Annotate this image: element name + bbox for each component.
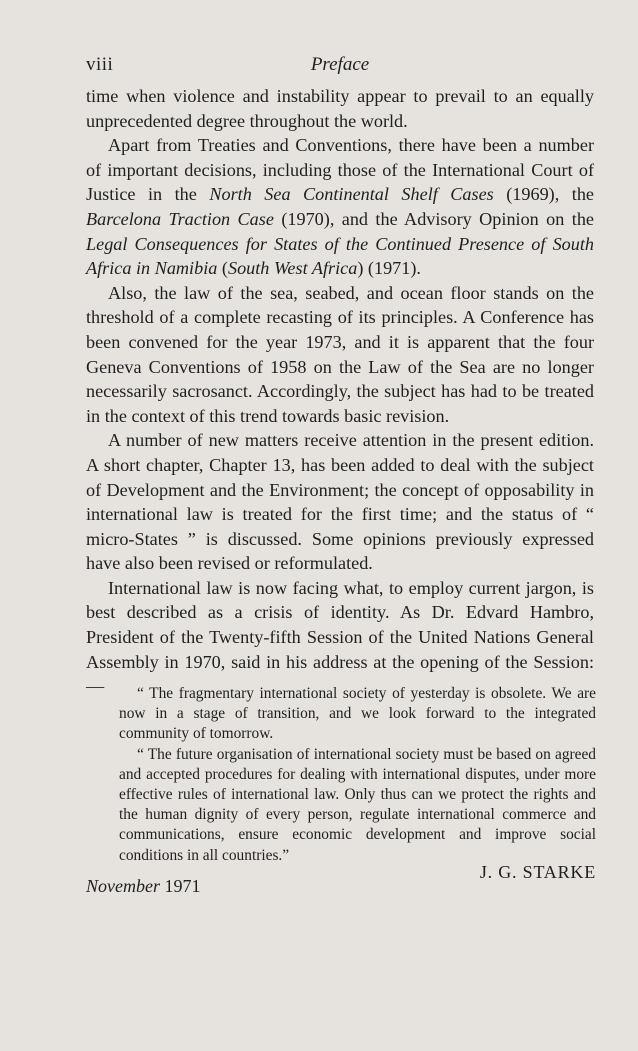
author-signature: J. G. STARKE bbox=[479, 862, 596, 882]
case-title: Legal Consequences for States of the Continued Presence of South Africa in Namibia bbox=[86, 233, 594, 279]
preface-body bbox=[86, 84, 594, 699]
signoff bbox=[86, 862, 596, 902]
page-number: viii bbox=[86, 54, 114, 75]
quote-paragraph: “ The future organisation of international society must be based on agreed and accepted procedures for dealing with international disputes, under more effective rules of international law. Only thus can we protect the rights and the human dignity of every person, regulate international commerce and communications, ensure economic development and improve social conditions in all countries.” bbox=[119, 745, 596, 864]
page-header bbox=[86, 54, 594, 80]
paragraph-decisions bbox=[86, 133, 594, 281]
preface-date bbox=[86, 876, 200, 897]
case-title: North Sea Continental Shelf Cases bbox=[209, 184, 494, 205]
text-run: ) (1971). bbox=[357, 258, 421, 279]
paragraph-new-matters: A number of new matters receive attention in the present edition. A short chapter, Chapter 13, has been added to deal with the subject of Development and the Environment; the concept of opposability in international law is treated for the first time; and the status of “ micro-States ” is discussed. Some opinions previously expressed have also been revised or reformulated. bbox=[86, 430, 594, 574]
running-head: Preface bbox=[310, 54, 370, 75]
quote-paragraph: “ The fragmentary international society of yesterday is obsolete. We are now in a stage of transition, and we look forward to the integrated community of tomorrow. bbox=[119, 685, 596, 743]
case-title: South West Africa bbox=[227, 258, 358, 279]
text-run: Apart from Treaties and Conventions, there have been a number of important decisions, including those of the International Court of Justice in the bbox=[86, 135, 594, 205]
date-month: November bbox=[86, 876, 160, 896]
paragraph-crisis: International law is now facing what, to employ current jargon, is best described as a crisis of identity. As Dr. Edvard Hambro, President of the Twenty-fifth Session of the United Nations General Assembly in 1970, said in his address at the opening of the Session:— bbox=[86, 577, 594, 697]
text-run: (1969), the bbox=[493, 184, 594, 205]
text-run: ( bbox=[217, 258, 228, 279]
case-title: Barcelona Traction Case bbox=[86, 208, 274, 229]
date-year: 1971 bbox=[159, 876, 201, 896]
text-run: (1970), and the Advisory Opinion on the bbox=[273, 208, 594, 229]
paragraph-continued: time when violence and instability appear to prevail to an equally unprecedented degree throughout the world. bbox=[86, 86, 594, 131]
paragraph-law-of-sea: Also, the law of the sea, seabed, and ocean floor stands on the threshold of a complete recasting of its principles. A Conference has been convened for the year 1973, and it is apparent that the four Geneva Conventions of 1958 on the Law of the Sea are no longer necessarily sacrosanct. Accordingly, the subject has had to be treated in the context of this trend towards basic revision. bbox=[86, 282, 594, 426]
block-quote bbox=[119, 684, 596, 866]
